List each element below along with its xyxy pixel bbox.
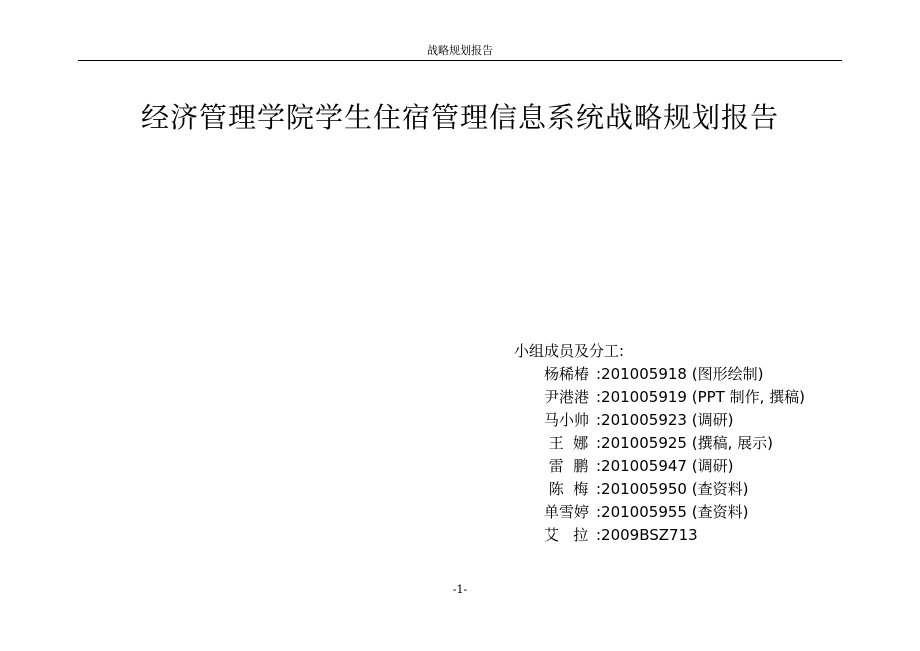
member-name: 王 娜 bbox=[544, 434, 589, 452]
member-detail: :201005918 (图形绘制) bbox=[596, 365, 764, 383]
member-name: 单雪婷 bbox=[544, 503, 590, 521]
members-block bbox=[514, 340, 894, 547]
member-row bbox=[544, 386, 894, 409]
page-number: -1- bbox=[452, 583, 468, 596]
member-row bbox=[544, 478, 894, 501]
member-name: 雷 鹏 bbox=[544, 457, 589, 475]
member-name: 杨稀椿 bbox=[544, 365, 590, 383]
members-heading: 小组成员及分工: bbox=[514, 342, 625, 360]
member-detail: :201005950 (查资料) bbox=[596, 480, 749, 498]
member-name: 马小帅 bbox=[544, 411, 590, 429]
member-detail: :201005947 (调研) bbox=[596, 457, 734, 475]
member-row bbox=[544, 455, 894, 478]
document-title: 经济管理学院学生住宿管理信息系统战略规划报告 bbox=[140, 101, 779, 134]
member-row bbox=[544, 524, 894, 547]
member-name: 艾 拉 bbox=[544, 526, 589, 544]
member-name: 尹港港 bbox=[544, 388, 590, 406]
member-detail: :201005919 (PPT 制作, 撰稿) bbox=[596, 388, 805, 406]
member-row bbox=[544, 501, 894, 524]
member-detail: :201005955 (查资料) bbox=[596, 503, 749, 521]
member-detail: :201005923 (调研) bbox=[596, 411, 734, 429]
member-row bbox=[544, 363, 894, 386]
member-row bbox=[544, 409, 894, 432]
member-row bbox=[544, 432, 894, 455]
member-detail: :2009BSZ713 bbox=[596, 526, 698, 544]
member-name: 陈 梅 bbox=[544, 480, 589, 498]
member-list bbox=[514, 363, 894, 547]
header-rule bbox=[78, 60, 842, 61]
running-header: 战略规划报告 bbox=[427, 44, 493, 57]
member-detail: :201005925 (撰稿, 展示) bbox=[596, 434, 773, 452]
